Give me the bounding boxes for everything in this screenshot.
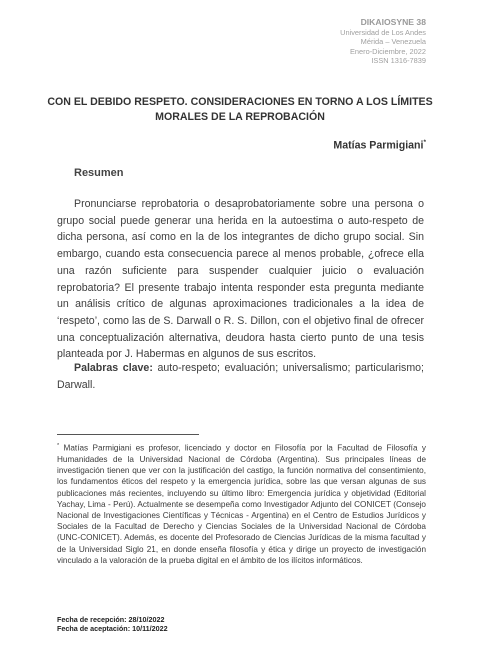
author-footnote (57, 441, 426, 566)
author (333, 139, 426, 152)
submission-dates (57, 615, 168, 634)
footnote-text: Matías Parmigiani es profesor, licenciado y doctor en Filosofía por la Facultad de Filosofía y Humanidades de la Universidad Nacional de Córdoba (Argentina). Sus principales líneas de investigación tienen que ver con la justificación del castigo, la función normativa del consentimiento, los fundamentos éticos del respeto y la emergencia jurídica, sobre las que versan algunas de sus publicaciones más recientes, incluyendo su último libro: Emergencia jurídica y objetividad (Editorial Yachay, Lima - Perú). Actualmente se desempeña como Investigador Adjunto del CONICET (Consejo Nacional de Investigaciones Científicas y Técnicas - Argentina) en el Centro de Estudios Jurídicos y Sociales de la Facultad de Derecho y Ciencias Sociales de la Universidad Nacional de Córdoba (UNC-CONICET). Además, es docente del Profesorado de Ciencias Jurídicas de la misma facultad y de la Universidad Siglo 21, en donde enseña filosofía y ética y dirige un proyecto de investigación vinculado a la valoración de la prueba digital en el ámbito de los ilícitos informáticos. (57, 443, 426, 565)
keywords (57, 360, 424, 393)
accepted-date: Fecha de aceptación: 10/11/2022 (57, 624, 168, 634)
keywords-text: auto-respeto; evaluación; universalismo; particularismo; Darwall. (57, 362, 424, 391)
issue-period: Enero-Diciembre, 2022 (350, 46, 426, 56)
author-footnote-mark[interactable]: * (423, 139, 426, 146)
footnote-mark: * (57, 443, 60, 449)
keywords-label: Palabras clave: (74, 362, 153, 374)
article-title: CON EL DEBIDO RESPETO. CONSIDERACIONES EN TORNO A LOS LÍMITES MORALES DE LA REPROBACIÓN (47, 96, 433, 123)
author-name: Matías Parmigiani (333, 139, 424, 152)
issn: ISSN 1316-7839 (371, 56, 426, 66)
received-date: Fecha de recepción: 28/10/2022 (57, 615, 165, 624)
journal-name: DIKAIOSYNE 38 (360, 17, 426, 27)
running-header (340, 18, 426, 66)
institution: Universidad de Los Andes (340, 27, 426, 37)
footnote-divider (57, 434, 199, 435)
abstract-text: Pronunciarse reprobatoria o desaprobatoriamente sobre una persona o grupo social puede generar una herida en la autoestima o auto-respeto de dicha persona, así como en la de los integrantes de dicho grupo social. Sin embargo, cuando esta consecuencia parece al menos probable, ¿ofrece ella una razón suficiente para suspender cualquier juicio o evaluación reprobatoria? El presente trabajo intenta responder esta pregunta mediante un análisis crítico de algunas aproximaciones tradicionales a la idea de ‘respeto’, como las de S. Darwall o R. S. Dillon, con el objetivo final de ofrecer una conceptualización alternativa, deudora hasta cierto punto de una tesis planteada por J. Habermas en algunos de sus escritos. (57, 198, 424, 361)
location: Mérida – Venezuela (360, 37, 426, 47)
abstract-heading: Resumen (74, 167, 124, 179)
